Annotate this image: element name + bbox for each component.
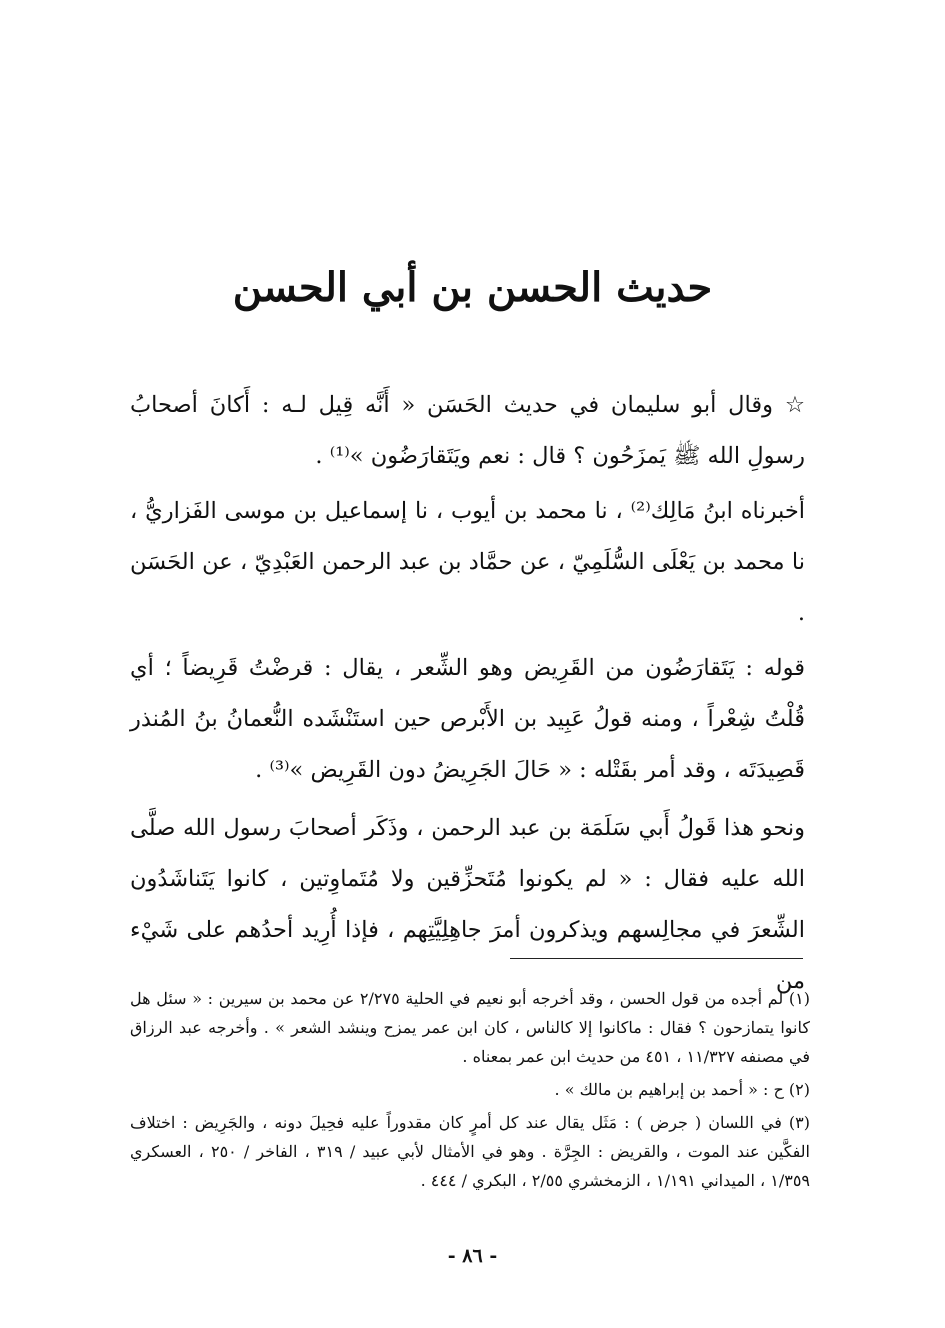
- footnote-2: (٢) ح : « أحمد بن إبراهيم بن مالك » .: [554, 1080, 810, 1099]
- chapter-title: حديث الحسن بن أبي الحسن: [232, 264, 713, 311]
- paragraph-isnad: أخبرناه ابنُ مَالِك⁽²⁾ ، نا محمد بن أيوب ، نا إسماعيل بن موسى الفَزاريُّ ، نا محمد بن يَعْلَى السُّلَمِيّ ، عن حمَّاد بن عبد الرحمن العَبْدِيّ ، عن الحَسَن .: [130, 498, 806, 626]
- paragraph-explanation: قوله : يَتَقارَضُون من القَرِيض وهو الشِّعر ، يقال : قرضْتُ قَرِيضاً ؛ أي قُلْتُ شِعْراً ، ومنه قولُ عَبِيد بن الأَبْرص حين استَنْشَده النُّعمانُ بنُ المُنذر قَصِيدَتَه ، وقد أمر بقَتْله : « حَالَ الجَرِيضُ دون القَرِيض »⁽³⁾ .: [130, 655, 805, 783]
- paragraph-hadith: ☆ وقال أبو سليمان في حديث الحَسَن « أَنَّه قِيل لـه : أَكانَ أصحابُ رسولِ الله ﷺ يَمزَحُون ؟ قال : نعم ويَتَقارَضُون »⁽¹⁾ .: [130, 392, 805, 469]
- footnote-separator: [510, 958, 803, 959]
- footnote-1: (١) لم أجده من قول الحسن ، وقد أخرجه أبو نعيم في الحلية ٢/٢٧٥ عن محمد بن سيرين : « سئل هل كانوا يتمازحون ؟ فقال : ماكانوا إلا كالناس ، كان ابن عمر يمزح وينشد الشعر » . وأخرجه عبد الرزاق في مصنفه ١١/٣٢٧ ، ٤٥١ من حديث ابن عمر بمعناه .: [130, 989, 811, 1066]
- footnote-3: (٣) في اللسان ( جرض ) : مَثَل يقال عند كل أمرٍ كان مقدوراً عليه فحِيلَ دونه ، والجَرِيض : اختلاف الفكَّين عند الموت ، والقريض : الجِرَّة . وهو في الأمثال لأبي عبيد / ٣١٩ ، الفاخر / ٢٥٠ ، العسكري ١/٣٥٩ ، الميداني ١/١٩١ ، الزمخشري ٢/٥٥ ، البكري / ٤٤٤ .: [130, 1113, 810, 1190]
- footnotes: [130, 984, 810, 1199]
- paragraph-similar-saying: ونحو هذا قَولُ أَبي سَلَمَة بن عبد الرحمن ، وذَكَر أصحابَ رسول الله صلَّى الله عليه فقال : « لم يكونوا مُتَحزِّقين ولا مُتَماوِتين ، كانوا يَتَناشَدُون الشِّعرَ في مجالِسهم ويذكرون أمرَ جاهِلِيَّتِهم ، فإذا أُرِيد أحدُهم على شَيْء من: [130, 815, 805, 994]
- page-number: - ٨٦ -: [447, 1245, 498, 1267]
